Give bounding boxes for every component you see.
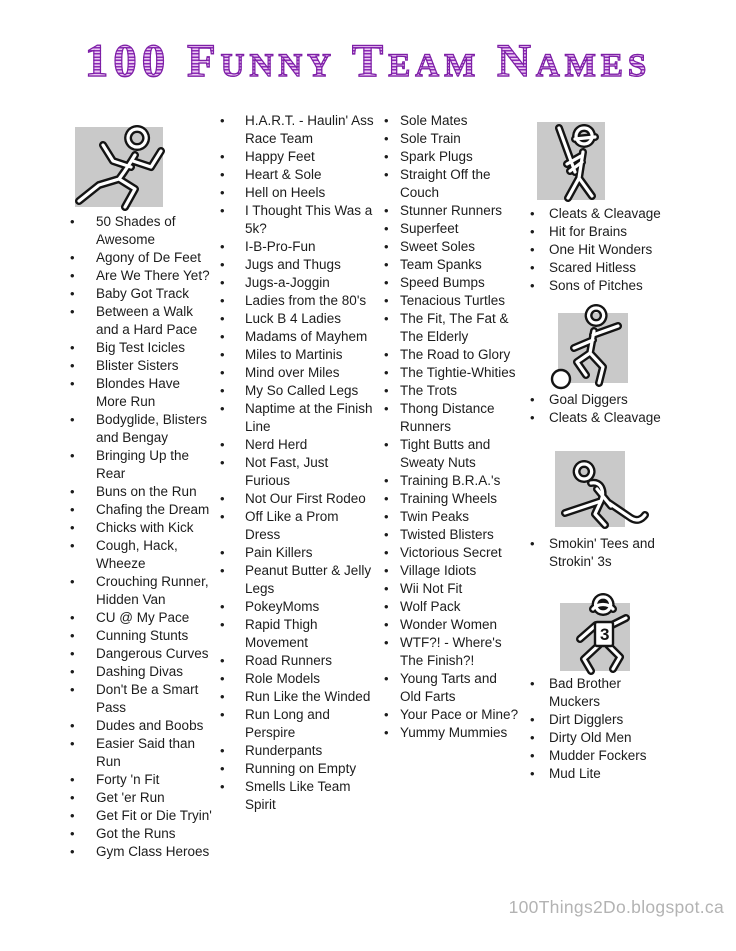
list-item: • Mind over Miles: [212, 364, 374, 382]
field-hockey-clipart: [555, 451, 625, 527]
footer-credit: 100Things2Do.blogspot.ca: [508, 897, 724, 917]
team-name-list-3: [378, 112, 520, 742]
team-name-list-baseball: [524, 205, 672, 295]
list-item: • Mud Lite: [524, 765, 672, 783]
list-item: • Nerd Herd: [212, 436, 374, 454]
baseball-batter-icon: [537, 122, 605, 200]
list-item: • Wonder Women: [378, 616, 520, 634]
list-item: • The Tightie-Whities: [378, 364, 520, 382]
list-item: • Run Long and Perspire: [212, 706, 374, 742]
list-item: • Crouching Runner, Hidden Van: [62, 573, 212, 609]
baseball-clipart: [537, 122, 605, 200]
list-item: • Blister Sisters: [62, 357, 212, 375]
list-item: • Buns on the Run: [62, 483, 212, 501]
list-item: • Cunning Stunts: [62, 627, 212, 645]
list-item: • Young Tarts and Old Farts: [378, 670, 520, 706]
list-item: • Gym Class Heroes: [62, 843, 212, 861]
list-item: • Cleats & Cleavage: [524, 205, 672, 223]
list-item: • H.A.R.T. - Haulin' Ass Race Team: [212, 112, 374, 148]
list-item: • Between a Walk and a Hard Pace: [62, 303, 212, 339]
list-item: • Thong Distance Runners: [378, 400, 520, 436]
list-item: • Goal Diggers: [524, 391, 672, 409]
list-item: • Blondes Have More Run: [62, 375, 212, 411]
list-item: • CU @ My Pace: [62, 609, 212, 627]
list-item: • Running on Empty: [212, 760, 374, 778]
column-2: [212, 112, 374, 814]
list-item: • Wii Not Fit: [378, 580, 520, 598]
list-item: • Tenacious Turtles: [378, 292, 520, 310]
list-item: • Baby Got Track: [62, 285, 212, 303]
list-item: • Twisted Blisters: [378, 526, 520, 544]
list-item: • The Trots: [378, 382, 520, 400]
list-item: • My So Called Legs: [212, 382, 374, 400]
list-item: • Stunner Runners: [378, 202, 520, 220]
column-3: [378, 112, 520, 742]
list-item: • Team Spanks: [378, 256, 520, 274]
list-item: • Superfeet: [378, 220, 520, 238]
list-item: • Spark Plugs: [378, 148, 520, 166]
list-item: • Runderpants: [212, 742, 374, 760]
list-item: • Heart & Sole: [212, 166, 374, 184]
list-item: • Ladies from the 80's: [212, 292, 374, 310]
list-item: • Smells Like Team Spirit: [212, 778, 374, 814]
list-item: • Miles to Martinis: [212, 346, 374, 364]
list-item: • Cough, Hack, Wheeze: [62, 537, 212, 573]
list-item: • Got the Runs: [62, 825, 212, 843]
list-item: • Jugs and Thugs: [212, 256, 374, 274]
list-item: • Chafing the Dream: [62, 501, 212, 519]
list-item: • Sweet Soles: [378, 238, 520, 256]
list-item: • Bringing Up the Rear: [62, 447, 212, 483]
list-item: • The Road to Glory: [378, 346, 520, 364]
soccer-clipart: [558, 313, 628, 383]
column-4: [524, 122, 672, 783]
list-item: • Road Runners: [212, 652, 374, 670]
list-item: • Victorious Secret: [378, 544, 520, 562]
list-item: • Wolf Pack: [378, 598, 520, 616]
list-item: • Not Our First Rodeo: [212, 490, 374, 508]
list-item: • Training Wheels: [378, 490, 520, 508]
trail-runner-clipart: [560, 603, 630, 671]
team-name-list-soccer: [524, 391, 672, 427]
list-item: • Straight Off the Couch: [378, 166, 520, 202]
list-item: • Bad Brother Muckers: [524, 675, 672, 711]
list-item: • Big Test Icicles: [62, 339, 212, 357]
list-item: • Your Pace or Mine?: [378, 706, 520, 724]
list-item: • Dirty Old Men: [524, 729, 672, 747]
list-item: • Sons of Pitches: [524, 277, 672, 295]
list-item: • Dirt Digglers: [524, 711, 672, 729]
list-item: • Run Like the Winded: [212, 688, 374, 706]
list-item: • Pain Killers: [212, 544, 374, 562]
team-name-list-mud-run: [524, 675, 672, 783]
list-item: • Naptime at the Finish Line: [212, 400, 374, 436]
list-item: • Role Models: [212, 670, 374, 688]
list-item: • Get 'er Run: [62, 789, 212, 807]
list-item: • I Thought This Was a 5k?: [212, 202, 374, 238]
list-item: • Twin Peaks: [378, 508, 520, 526]
list-item: • Sole Mates: [378, 112, 520, 130]
list-item: • Jugs-a-Joggin: [212, 274, 374, 292]
team-name-list-2: [212, 112, 374, 814]
list-item: • One Hit Wonders: [524, 241, 672, 259]
list-item: • 50 Shades of Awesome: [62, 213, 212, 249]
list-item: • Hell on Heels: [212, 184, 374, 202]
list-item: • Rapid Thigh Movement: [212, 616, 374, 652]
sprinter-clipart: [75, 127, 163, 207]
list-item: • Chicks with Kick: [62, 519, 212, 537]
list-item: • Scared Hitless: [524, 259, 672, 277]
list-item: • Agony of De Feet: [62, 249, 212, 267]
list-item: • Tight Butts and Sweaty Nuts: [378, 436, 520, 472]
list-item: • Yummy Mummies: [378, 724, 520, 742]
list-item: • Not Fast, Just Furious: [212, 454, 374, 490]
list-item: • Dudes and Boobs: [62, 717, 212, 735]
list-item: • Training B.R.A.'s: [378, 472, 520, 490]
list-item: • Happy Feet: [212, 148, 374, 166]
list-item: • PokeyMoms: [212, 598, 374, 616]
list-item: • Dangerous Curves: [62, 645, 212, 663]
list-item: • Smokin' Tees and Strokin' 3s: [524, 535, 672, 571]
list-item: • Hit for Brains: [524, 223, 672, 241]
list-item: • Village Idiots: [378, 562, 520, 580]
list-item: • Luck B 4 Ladies: [212, 310, 374, 328]
list-item: • Mudder Fockers: [524, 747, 672, 765]
bib-number: 3: [600, 625, 610, 644]
list-item: • Easier Said than Run: [62, 735, 212, 771]
list-item: • Don't Be a Smart Pass: [62, 681, 212, 717]
list-item: • Off Like a Prom Dress: [212, 508, 374, 544]
list-item: • Cleats & Cleavage: [524, 409, 672, 427]
list-item: • WTF?! - Where's The Finish?!: [378, 634, 520, 670]
page-title: 100 Funny Team Names: [0, 34, 736, 88]
team-name-list-hockey: [524, 535, 672, 571]
list-item: • I-B-Pro-Fun: [212, 238, 374, 256]
team-name-list-1: [62, 213, 212, 861]
list-item: • The Fit, The Fat & The Elderly: [378, 310, 520, 346]
sprinter-icon: [75, 127, 163, 207]
list-item: • Dashing Divas: [62, 663, 212, 681]
list-item: • Forty 'n Fit: [62, 771, 212, 789]
soccer-player-icon: [558, 313, 628, 383]
trail-runner-icon: [560, 603, 630, 671]
list-item: • Madams of Mayhem: [212, 328, 374, 346]
list-item: • Are We There Yet?: [62, 267, 212, 285]
field-hockey-player-icon: [555, 451, 625, 527]
list-item: • Peanut Butter & Jelly Legs: [212, 562, 374, 598]
list-item: • Speed Bumps: [378, 274, 520, 292]
list-item: • Get Fit or Die Tryin': [62, 807, 212, 825]
column-1: [62, 125, 212, 861]
list-item: • Sole Train: [378, 130, 520, 148]
list-item: • Bodyglide, Blisters and Bengay: [62, 411, 212, 447]
